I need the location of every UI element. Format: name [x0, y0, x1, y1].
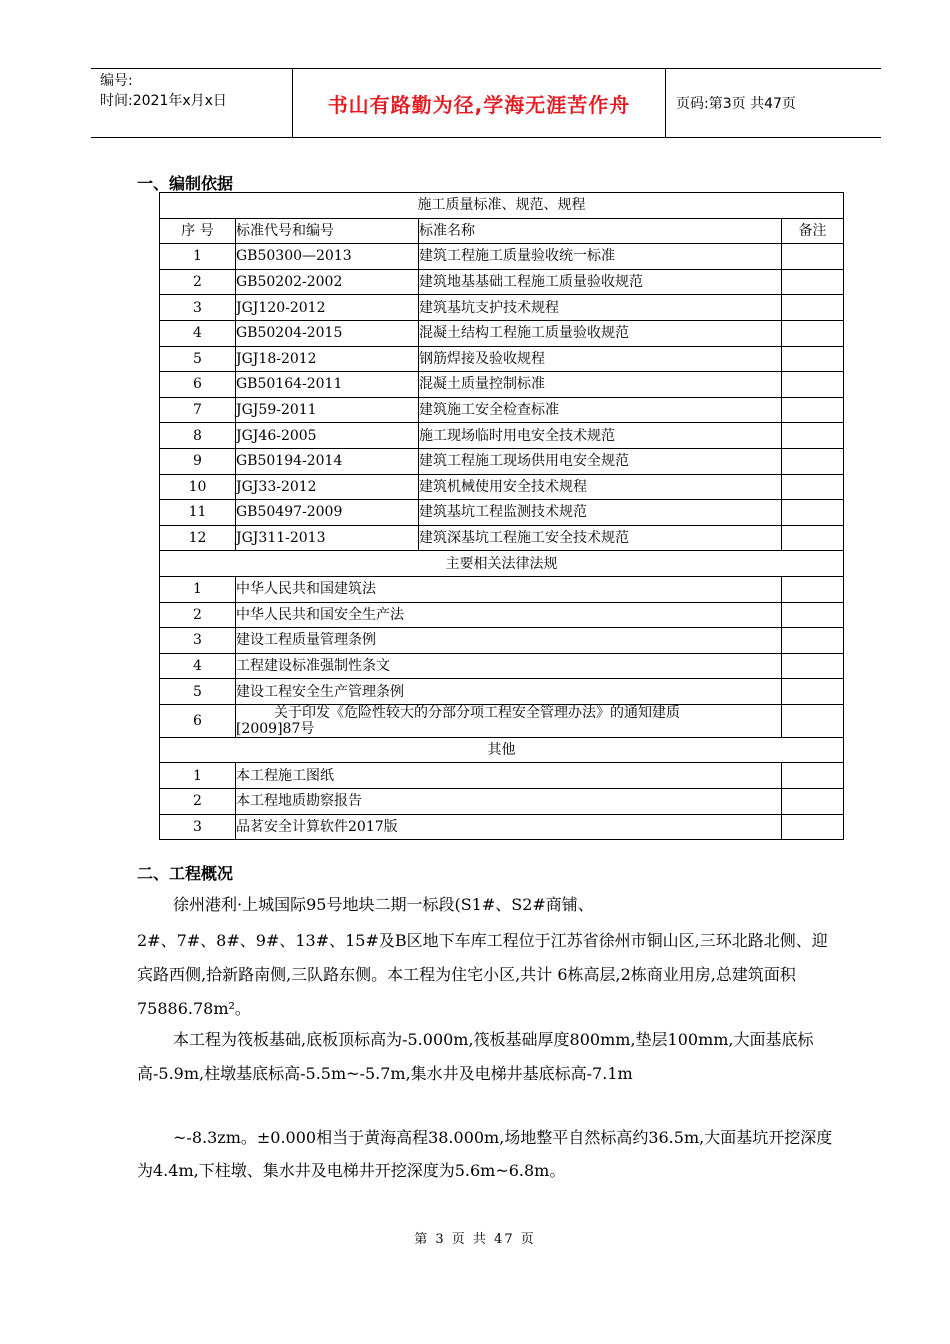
laws-title-row [160, 551, 844, 577]
overview-paragraph2: 本工程为筏板基础,底板顶标高为-5.000m,筏板基础厚度800mm,垫层100mm,大面基底标高-5.9m,柱墩基底标高-5.5m~-5.7m,集水井及电梯井基底标高-7.1m [137, 1030, 814, 1083]
other-name: 本工程施工图纸 [236, 763, 782, 789]
page-header [91, 68, 881, 138]
standard-name: 钢筋焊接及验收规程 [419, 346, 782, 372]
other-name: 本工程地质勘察报告 [236, 789, 782, 815]
remark-cell [782, 814, 844, 840]
remark-cell [782, 397, 844, 423]
standard-code: JGJ120-2012 [236, 295, 419, 321]
standard-code: JGJ311-2013 [236, 525, 419, 551]
standard-code: JGJ59-2011 [236, 397, 419, 423]
table-row [160, 346, 844, 372]
standard-name: 建筑基坑支护技术规程 [419, 295, 782, 321]
row-number: 1 [160, 763, 236, 789]
standard-name: 建筑深基坑工程施工安全技术规范 [419, 525, 782, 551]
standard-name: 混凝土结构工程施工质量验收规范 [419, 320, 782, 346]
table-row [160, 500, 844, 526]
col-header-name: 标准名称 [419, 218, 782, 244]
table-row [160, 763, 844, 789]
col-header-code: 标准代号和编号 [236, 218, 419, 244]
remark-cell [782, 320, 844, 346]
table-row [160, 679, 844, 705]
remark-cell [782, 346, 844, 372]
table-row [160, 423, 844, 449]
other-title: 其他 [160, 737, 844, 763]
row-number: 3 [160, 628, 236, 654]
law-name-line1: 关于印发《危险性较大的分部分项工程安全管理办法》的通知建质 [274, 704, 680, 721]
remark-cell [782, 628, 844, 654]
table-row [160, 576, 844, 602]
section1-title: 一、编制依据 [137, 174, 234, 193]
overview-paragraph1: 2#、7#、8#、9#、13#、15#及B区地下车库工程位于江苏省徐州市铜山区,三环北路北侧、迎宾路西侧,拾新路南侧,三队路东侧。本工程为住宅小区,共计 6栋高层,2栋商业用房,总建筑面积75886.78m²。 [137, 931, 828, 1018]
law-name-line2: [2009]87号 [236, 720, 315, 737]
standard-name: 建筑机械使用安全技术规程 [419, 474, 782, 500]
other-title-row [160, 737, 844, 763]
header-info [91, 69, 293, 137]
standard-code: GB50300—2013 [236, 244, 419, 270]
standard-code: GB50194-2014 [236, 448, 419, 474]
remark-cell [782, 474, 844, 500]
remark-cell [782, 448, 844, 474]
standard-code: JGJ46-2005 [236, 423, 419, 449]
time-label: 时间:2021年x月x日 [100, 93, 227, 109]
header-motto: 书山有路勤为径,学海无涯苦作舟 [293, 69, 666, 137]
remark-cell [782, 789, 844, 815]
row-number: 5 [160, 346, 236, 372]
remark-cell [782, 244, 844, 270]
standard-code: GB50164-2011 [236, 372, 419, 398]
standard-name: 混凝土质量控制标准 [419, 372, 782, 398]
row-number: 2 [160, 269, 236, 295]
standard-name: 建筑工程施工质量验收统一标准 [419, 244, 782, 270]
law-name [236, 704, 782, 737]
laws-title: 主要相关法律法规 [160, 551, 844, 577]
overview-line1: 徐州港利·上城国际95号地块二期一标段(S1#、S2#商铺、 [173, 895, 594, 914]
row-number: 9 [160, 448, 236, 474]
row-number: 2 [160, 602, 236, 628]
remark-cell [782, 679, 844, 705]
table-row [160, 628, 844, 654]
table-row [160, 320, 844, 346]
row-number: 12 [160, 525, 236, 551]
table-row [160, 372, 844, 398]
remark-cell [782, 295, 844, 321]
row-number: 6 [160, 372, 236, 398]
row-number: 7 [160, 397, 236, 423]
remark-cell [782, 525, 844, 551]
law-name: 建设工程安全生产管理条例 [236, 679, 782, 705]
header-page-info: 页码:第3页 共47页 [676, 96, 796, 112]
remark-cell [782, 602, 844, 628]
row-number: 4 [160, 653, 236, 679]
table-row [160, 653, 844, 679]
standard-code: JGJ33-2012 [236, 474, 419, 500]
standard-name: 建筑工程施工现场供用电安全规范 [419, 448, 782, 474]
standard-code: GB50204-2015 [236, 320, 419, 346]
table-row [160, 814, 844, 840]
overview-paragraph3: ~-8.3zm。±0.000相当于黄海高程38.000m,场地整平自然标高约36.5m,大面基坑开挖深度为4.4m,下柱墩、集水井及电梯井开挖深度为5.6m~6.8m。 [137, 1128, 833, 1180]
col-header-no: 序 号 [160, 218, 236, 244]
row-number: 11 [160, 500, 236, 526]
law-name: 中华人民共和国安全生产法 [236, 602, 782, 628]
remark-cell [782, 500, 844, 526]
standard-name: 施工现场临时用电安全技术规范 [419, 423, 782, 449]
standard-code: GB50497-2009 [236, 500, 419, 526]
law-name: 工程建设标准强制性条文 [236, 653, 782, 679]
number-label: 编号: [100, 73, 133, 89]
row-number: 4 [160, 320, 236, 346]
other-name: 品茗安全计算软件2017版 [236, 814, 782, 840]
standards-table [159, 192, 844, 840]
col-header-remark: 备注 [782, 218, 844, 244]
remark-cell [782, 576, 844, 602]
row-number: 3 [160, 814, 236, 840]
section2-title: 二、工程概况 [137, 864, 234, 883]
page-footer: 第 3 页 共 47 页 [414, 1232, 536, 1247]
standard-name: 建筑施工安全检查标准 [419, 397, 782, 423]
table-row [160, 602, 844, 628]
remark-cell [782, 372, 844, 398]
remark-cell [782, 763, 844, 789]
remark-cell [782, 704, 844, 737]
row-number: 1 [160, 244, 236, 270]
remark-cell [782, 653, 844, 679]
table-header-row [160, 218, 844, 244]
table-row [160, 244, 844, 270]
row-number: 8 [160, 423, 236, 449]
row-number: 6 [160, 704, 236, 737]
table-row [160, 474, 844, 500]
row-number: 2 [160, 789, 236, 815]
remark-cell [782, 423, 844, 449]
law-name: 建设工程质量管理条例 [236, 628, 782, 654]
standard-code: JGJ18-2012 [236, 346, 419, 372]
table-row [160, 448, 844, 474]
remark-cell [782, 269, 844, 295]
table-row [160, 704, 844, 737]
table-row [160, 397, 844, 423]
standard-name: 建筑基坑工程监测技术规范 [419, 500, 782, 526]
table-title-row [160, 193, 844, 219]
table-row [160, 525, 844, 551]
row-number: 5 [160, 679, 236, 705]
table-title: 施工质量标准、规范、规程 [160, 193, 844, 219]
law-name: 中华人民共和国建筑法 [236, 576, 782, 602]
row-number: 10 [160, 474, 236, 500]
row-number: 1 [160, 576, 236, 602]
standard-name: 建筑地基基础工程施工质量验收规范 [419, 269, 782, 295]
table-row [160, 295, 844, 321]
table-row [160, 789, 844, 815]
standards-table-body [160, 193, 844, 840]
table-row [160, 269, 844, 295]
standard-code: GB50202-2002 [236, 269, 419, 295]
row-number: 3 [160, 295, 236, 321]
